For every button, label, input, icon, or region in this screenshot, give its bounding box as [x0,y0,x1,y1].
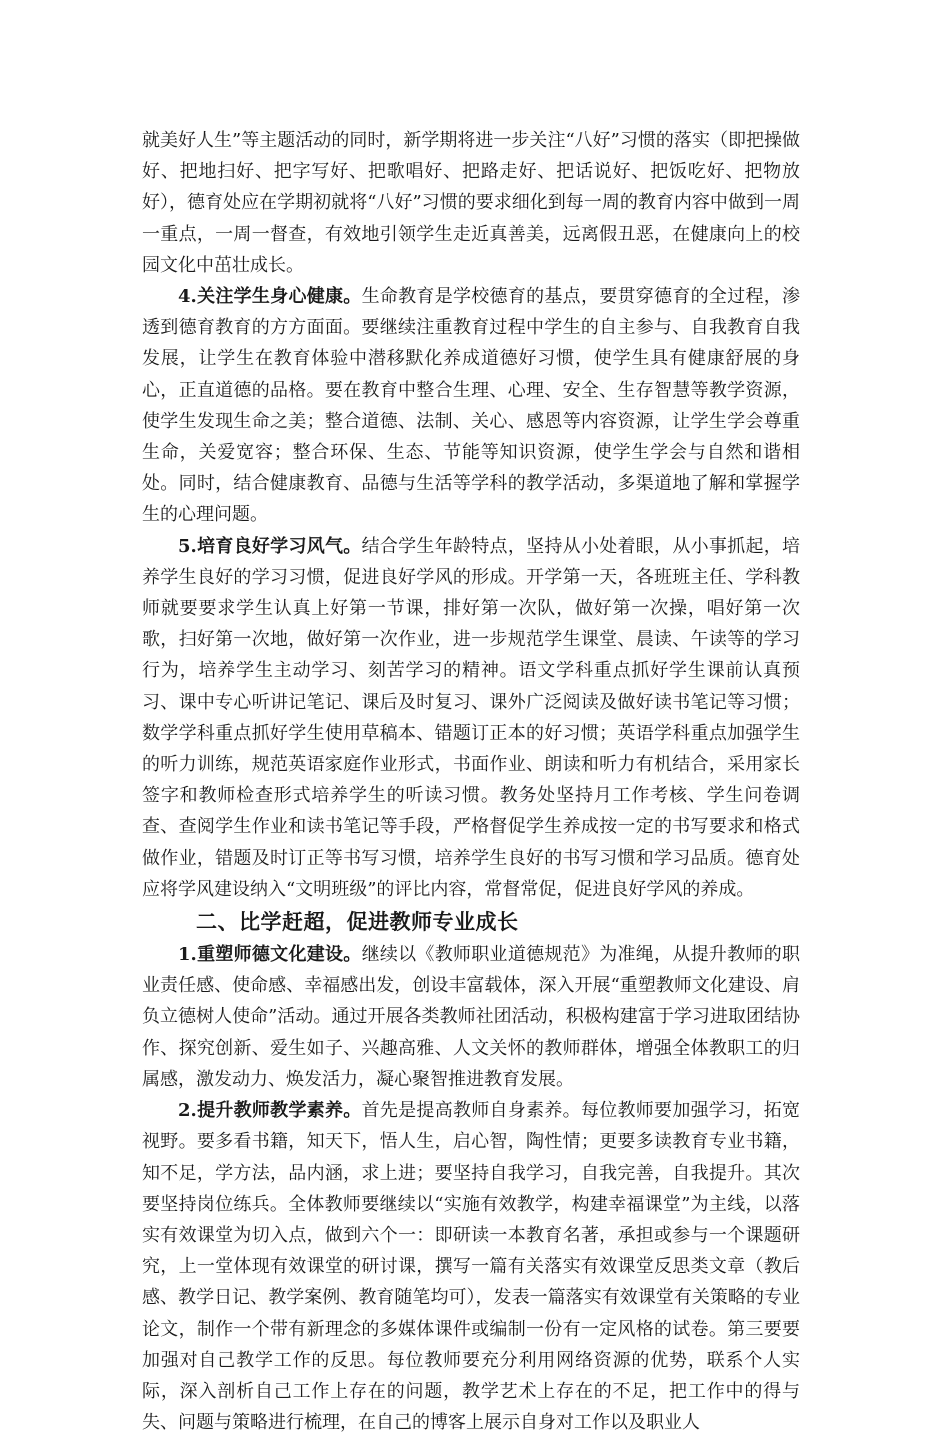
paragraph-teacher-literacy [142,1095,800,1438]
paragraph-text: 继续以《教师职业道德规范》为准绳，从提升教师的职业责任感、使命感、幸福感出发，创设丰富载体，深入开展“重塑教师文化建设、肩负立德树人使命”活动。通过开展各类教师社团活动，积极构建富于学习进取团结协作、探究创新、爱生如子、兴趣高雅、人文关怀的教师群体，增强全体教职工的归属感，激发动力、焕发活力，凝心聚智推进教育发展。 [142,944,801,1090]
paragraph-lead: 5.培育良好学习风气。 [178,535,362,557]
paragraph-text: 首先是提高教师自身素养。每位教师要加强学习，拓宽视野。要多看书籍，知天下，悟人生，启心智，陶性情；更要多读教育专业书籍，知不足，学方法，品内涵，求上进；要坚持自我学习，自我完善，自我提升。其次要坚持岗位练兵。全体教师要继续以“实施有效教学，构建幸福课堂”为主线，以落实有效课堂为切入点，做到六个一：即研读一本教育名著，承担或参与一个课题研究，上一堂体现有效课堂的研讨课，撰写一篇有关落实有效课堂反思类文章（教后感、教学日记、教学案例、教育随笔均可），发表一篇落实有效课堂有关策略的专业论文，制作一个带有新理念的多媒体课件或编制一份有一定风格的试卷。第三要要加强对自己教学工作的反思。每位教师要充分利用网络资源的优势，联系个人实际，深入剖析自己工作上存在的问题，教学艺术上存在的不足，把工作中的得与失、问题与策略进行梳理，在自己的博客上展示自身对工作以及职业人 [142,1100,801,1434]
paragraph-health [142,281,800,531]
paragraph-text: 生命教育是学校德育的基点，要贯穿德育的全过程，渗透到德育教育的方方面面。要继续注重教育过程中学生的自主参与、自我教育自我发展，让学生在教育体验中潜移默化养成道德好习惯，使学生具有健康舒展的身心，正直道德的品格。要在教育中整合生理、心理、安全、生存智慧等教学资源，使学生发现生命之美；整合道德、法制、关心、感恩等内容资源，让学生学会尊重生命，关爱宽容；整合环保、生态、节能等知识资源，使学生学会与自然和谐相处。同时，结合健康教育、品德与生活等学科的教学活动，多渠道地了解和掌握学生的心理问题。 [142,286,801,526]
paragraph-teacher-ethics [142,939,800,1095]
paragraph-continuation [142,125,800,281]
paragraph-lead: 1.重塑师德文化建设。 [178,944,362,966]
paragraph-text: 结合学生年龄特点，坚持从小处着眼，从小事抓起，培养学生良好的学习习惯，促进良好学风的形成。开学第一天，各班班主任、学科教师就要要求学生认真上好第一节课，排好第一次队，做好第一次操，唱好第一次歌，扫好第一次地，做好第一次作业，进一步规范学生课堂、晨读、午读等的学习行为，培养学生主动学习、刻苦学习的精神。语文学科重点抓好学生课前认真预习、课中专心听讲记笔记、课后及时复习、课外广泛阅读及做好读书笔记等习惯；数学学科重点抓好学生使用草稿本、错题订正本的好习惯；英语学科重点加强学生的听力训练，规范英语家庭作业形式，书面作业、朗读和听力有机结合，采用家长签字和教师检查形式培养学生的听读习惯。教务处坚持月工作考核、学生问卷调查、查阅学生作业和读书笔记等手段，严格督促学生养成按一定的书写要求和格式做作业，错题及时订正等书写习惯，培养学生良好的书写习惯和学习品质。德育处应将学风建设纳入“文明班级”的评比内容，常督常促，促进良好学风的养成。 [142,535,801,900]
section-heading: 二、比学赶超，促进教师专业成长 [196,909,519,935]
paragraph-lead: 2.提升教师教学素养。 [178,1100,362,1122]
paragraph-study-habits [142,531,800,905]
paragraph-lead: 4.关注学生身心健康。 [178,286,362,308]
paragraph-text: 就美好人生”等主题活动的同时，新学期将进一步关注“八好”习惯的落实（即把操做好、把地扫好、把字写好、把歌唱好、把路走好、把话说好、把饭吃好、把物放好），德育处应在学期初就将“八好”习惯的要求细化到每一周的教育内容中做到一周一重点，一周一督查，有效地引领学生走近真善美，远离假丑恶，在健康向上的校园文化中茁壮成长。 [142,130,800,276]
